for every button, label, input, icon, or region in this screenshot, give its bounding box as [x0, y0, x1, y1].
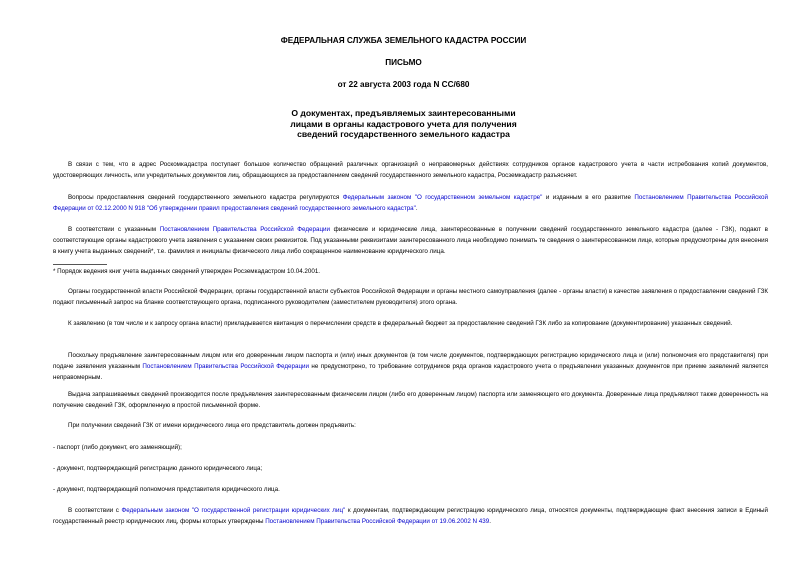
text-span: физические и юридические лица, заинтересованные в получении сведений государственного земельного кадастра (далее - ГЗК), подают в соответствующие органы кадастрового учета заявления с указанием своих реквизитов. Под указанными реквизитами заинтересованного лица необходимо понимать те сведения о заинтересованном лице, которые предусмотрены для внесения в книгу учета выданных сведений*, т.е. фамилия и инициалы физического лица либо сокращенное наименование юридического лица.	[53, 226, 768, 255]
link-federal-law-registration-legal-entities[interactable]: Федеральным законом "О государственной регистрации юридических лиц"	[121, 507, 346, 514]
paragraph-2	[53, 192, 768, 214]
link-government-resolution[interactable]: Постановлением Правительства Российской Федерации	[159, 226, 331, 233]
issuing-organization: ФЕДЕРАЛЬНАЯ СЛУЖБА ЗЕМЕЛЬНОГО КАДАСТРА РОССИИ	[280, 36, 527, 45]
list-item: - документ, подтверждающий полномочия представителя юридического лица.	[53, 486, 280, 493]
list-item: - документ, подтверждающий регистрацию данного юридического лица;	[53, 465, 263, 472]
link-government-resolution[interactable]: Постановлением Правительства Российской Федерации	[142, 363, 310, 370]
link-federal-law-land-cadastre[interactable]: Федеральным законом "О государственном земельном кадастре"	[342, 194, 543, 201]
paragraph-3	[53, 224, 768, 257]
paragraph-5: К заявлению (в том числе и к запросу органа власти) прикладывается квитанция о перечислении средств в федеральный бюджет за предоставление сведений ГЗК либо за копирование (документирование) указанных сведений.	[68, 320, 733, 327]
paragraph-6	[53, 350, 768, 383]
link-government-resolution-439[interactable]: Постановлением Правительства Российской Федерации от 19.06.2002 N 439	[265, 518, 490, 525]
document-type: ПИСЬМО	[385, 58, 422, 67]
text-span: и изданным в его развитие	[542, 194, 635, 201]
paragraph-4: Органы государственной власти Российской Федерации, органы государственной власти субъектов Российской Федерации и органы местного самоуправления (далее - органы власти) в качестве заявления о предоставлении сведений ГЗК подают письменный запрос на бланке соответствующего органа, подписанного руководителем (заместителем руководителя) этого органа.	[53, 288, 768, 306]
document-title	[0, 108, 807, 140]
text-span: .	[489, 518, 491, 525]
paragraph-1: В связи с тем, что в адрес Роскомкадастра поступает большое количество обращений различных организаций о неправомерных действиях сотрудников органов кадастрового учета в части истребования копий документов, удостоверяющих личность, или учредительных документов лиц, обращающихся за предоставлением сведений государственного земельного кадастра, Росземкадастр разъясняет.	[53, 161, 768, 179]
document-date-number: от 22 августа 2003 года N СС/680	[337, 80, 470, 89]
text-span: Вопросы предоставления сведений государственного земельного кадастра регулируются	[68, 194, 343, 201]
text-span: Поскольку предъявление заинтересованным лицом или его доверенным лицом паспорта и (или) иных документов (в том числе документов, подтверждающих регистрацию юридического лица и (или) полномочия его представителя) при подаче заявления указанным	[53, 352, 768, 370]
text-span: не предусмотрено, то требование сотрудников ряда органов кадастрового учета о предъявлении указанных документов при приеме заявлений является неправомерным.	[53, 363, 768, 381]
footnote: * Порядок ведения книг учета выданных сведений утвержден Росземкадастром 10.04.2001.	[53, 268, 321, 275]
title-line: О документах, предъявляемых заинтересованными	[291, 108, 516, 118]
text-span: В соответствии с указанным	[68, 226, 160, 233]
footnote-divider	[53, 264, 107, 265]
title-line: сведений государственного земельного кадастра	[297, 129, 510, 139]
text-span: .	[415, 205, 418, 212]
paragraph-8: При получении сведений ГЗК от имени юридического лица его представитель должен предъявить:	[68, 422, 356, 429]
list-item: - паспорт (либо документ, его заменяющий);	[53, 444, 182, 451]
title-line: лицами в органы кадастрового учета для получения	[290, 118, 517, 129]
paragraph-9	[53, 505, 768, 527]
link-government-resolution-918[interactable]: Постановлением Правительства Российской Федерации от 02.12.2000 N 918 "Об утверждении правил предоставления сведений государственного земельного кадастра"	[53, 194, 768, 212]
paragraph-7: Выдача запрашиваемых сведений производится после предъявления заинтересованным физическим лицом (либо его доверенным лицом) паспорта или заменяющего его документа. Доверенные лица предъявляют также доверенность на получение сведений ГЗК, оформленную в простой письменной форме.	[53, 391, 768, 409]
text-span: В соответствии с	[68, 507, 122, 514]
text-span: к документам, подтверждающим регистрацию юридического лица, относятся документы, подтверждающие факт внесения записи в Единый государственный реестр юридических лиц, формы которых утверждены	[53, 507, 768, 525]
